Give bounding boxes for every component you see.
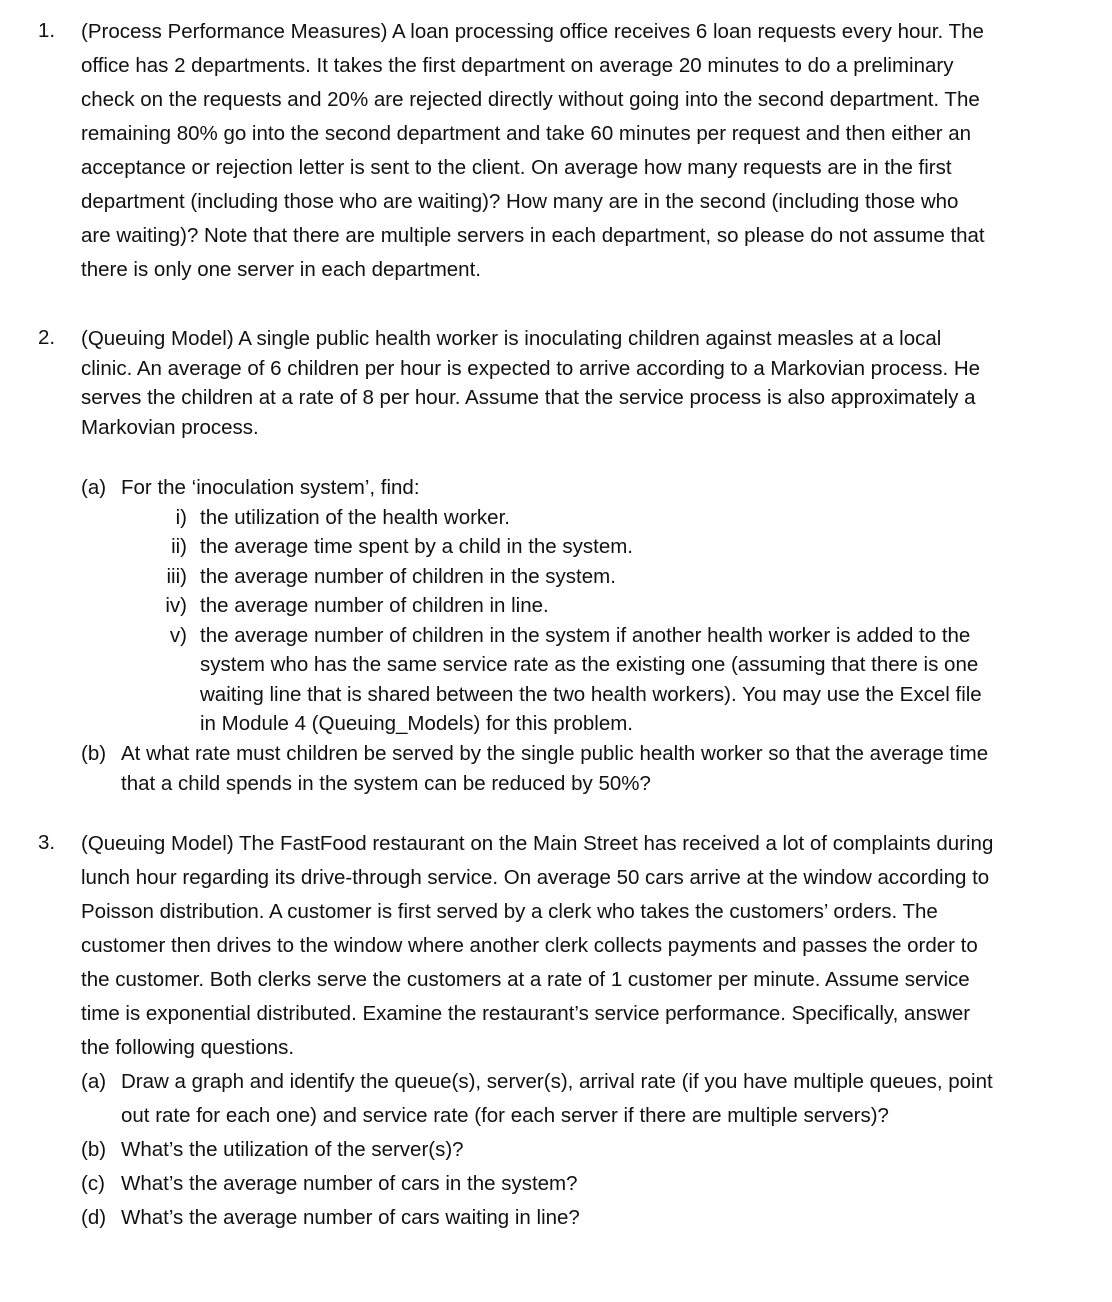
question-line: lunch hour regarding its drive-through service. On average 50 cars arrive at the window according to xyxy=(81,866,990,889)
part-text: For the ‘inoculation system’, find: xyxy=(121,476,420,499)
question-line: customer then drives to the window where another clerk collects payments and passes the order to xyxy=(81,934,978,957)
part-text: What’s the average number of cars waiting in line? xyxy=(121,1206,580,1229)
roman-text: the average number of children in the system if another health worker is added to the xyxy=(200,624,971,647)
part-text: At what rate must children be served by the single public health worker so that the average time xyxy=(121,742,989,765)
part-label: (d) xyxy=(81,1206,107,1229)
roman-text: waiting line that is shared between the two health workers). You may use the Excel file xyxy=(200,683,982,706)
part-label: (a) xyxy=(81,476,107,499)
roman-text: the average time spent by a child in the system. xyxy=(200,535,634,558)
question-number: 1. xyxy=(38,19,56,42)
roman-text: system who has the same service rate as the existing one (assuming that there is one xyxy=(200,653,979,676)
roman-label: iv) xyxy=(165,594,187,617)
question-line: remaining 80% go into the second department and take 60 minutes per request and then either an xyxy=(81,122,972,145)
question-number: 2. xyxy=(38,326,56,349)
question-line: office has 2 departments. It takes the first department on average 20 minutes to do a preliminary xyxy=(81,54,954,77)
part-label: (b) xyxy=(81,1138,107,1161)
roman-label: v) xyxy=(169,624,187,647)
question-line: the customer. Both clerks serve the customers at a rate of 1 customer per minute. Assume service xyxy=(81,968,970,991)
question-line: are waiting)? Note that there are multiple servers in each department, so please do not assume that xyxy=(81,224,985,247)
part-label: (b) xyxy=(81,742,107,765)
roman-text: the average number of children in line. xyxy=(200,594,549,617)
question-line: check on the requests and 20% are rejected directly without going into the second department. The xyxy=(81,88,980,111)
roman-label: iii) xyxy=(166,565,187,588)
roman-text: the utilization of the health worker. xyxy=(200,506,510,529)
part-text: Draw a graph and identify the queue(s), server(s), arrival rate (if you have multiple queues, point xyxy=(121,1070,993,1093)
roman-label: ii) xyxy=(171,535,187,558)
part-text: What’s the average number of cars in the system? xyxy=(121,1172,578,1195)
question-line: (Queuing Model) The FastFood restaurant on the Main Street has received a lot of complaints during xyxy=(81,832,994,855)
part-label: (a) xyxy=(81,1070,107,1093)
part-text: that a child spends in the system can be reduced by 50%? xyxy=(121,772,651,795)
question-line: serves the children at a rate of 8 per hour. Assume that the service process is also approximately a xyxy=(81,386,976,409)
question-line: clinic. An average of 6 children per hour is expected to arrive according to a Markovian process. He xyxy=(81,357,981,380)
question-line: (Process Performance Measures) A loan processing office receives 6 loan requests every hour. The xyxy=(81,20,984,43)
question-line: acceptance or rejection letter is sent to the client. On average how many requests are in the first xyxy=(81,156,952,179)
question-line: the following questions. xyxy=(81,1036,295,1059)
question-number: 3. xyxy=(38,831,56,854)
question-line: Poisson distribution. A customer is first served by a clerk who takes the customers’ orders. The xyxy=(81,900,938,923)
part-text: What’s the utilization of the server(s)? xyxy=(121,1138,464,1161)
roman-label: i) xyxy=(175,506,187,529)
roman-text: in Module 4 (Queuing_Models) for this problem. xyxy=(200,712,633,735)
question-line: there is only one server in each department. xyxy=(81,258,481,281)
part-text: out rate for each one) and service rate (for each server if there are multiple servers)? xyxy=(121,1104,889,1127)
roman-text: the average number of children in the system. xyxy=(200,565,616,588)
part-label: (c) xyxy=(81,1172,105,1195)
question-line: department (including those who are waiting)? How many are in the second (including those who xyxy=(81,190,959,213)
question-line: Markovian process. xyxy=(81,416,259,439)
question-line: (Queuing Model) A single public health worker is inoculating children against measles at a local xyxy=(81,327,942,350)
question-line: time is exponential distributed. Examine the restaurant’s service performance. Specifically, answer xyxy=(81,1002,971,1025)
